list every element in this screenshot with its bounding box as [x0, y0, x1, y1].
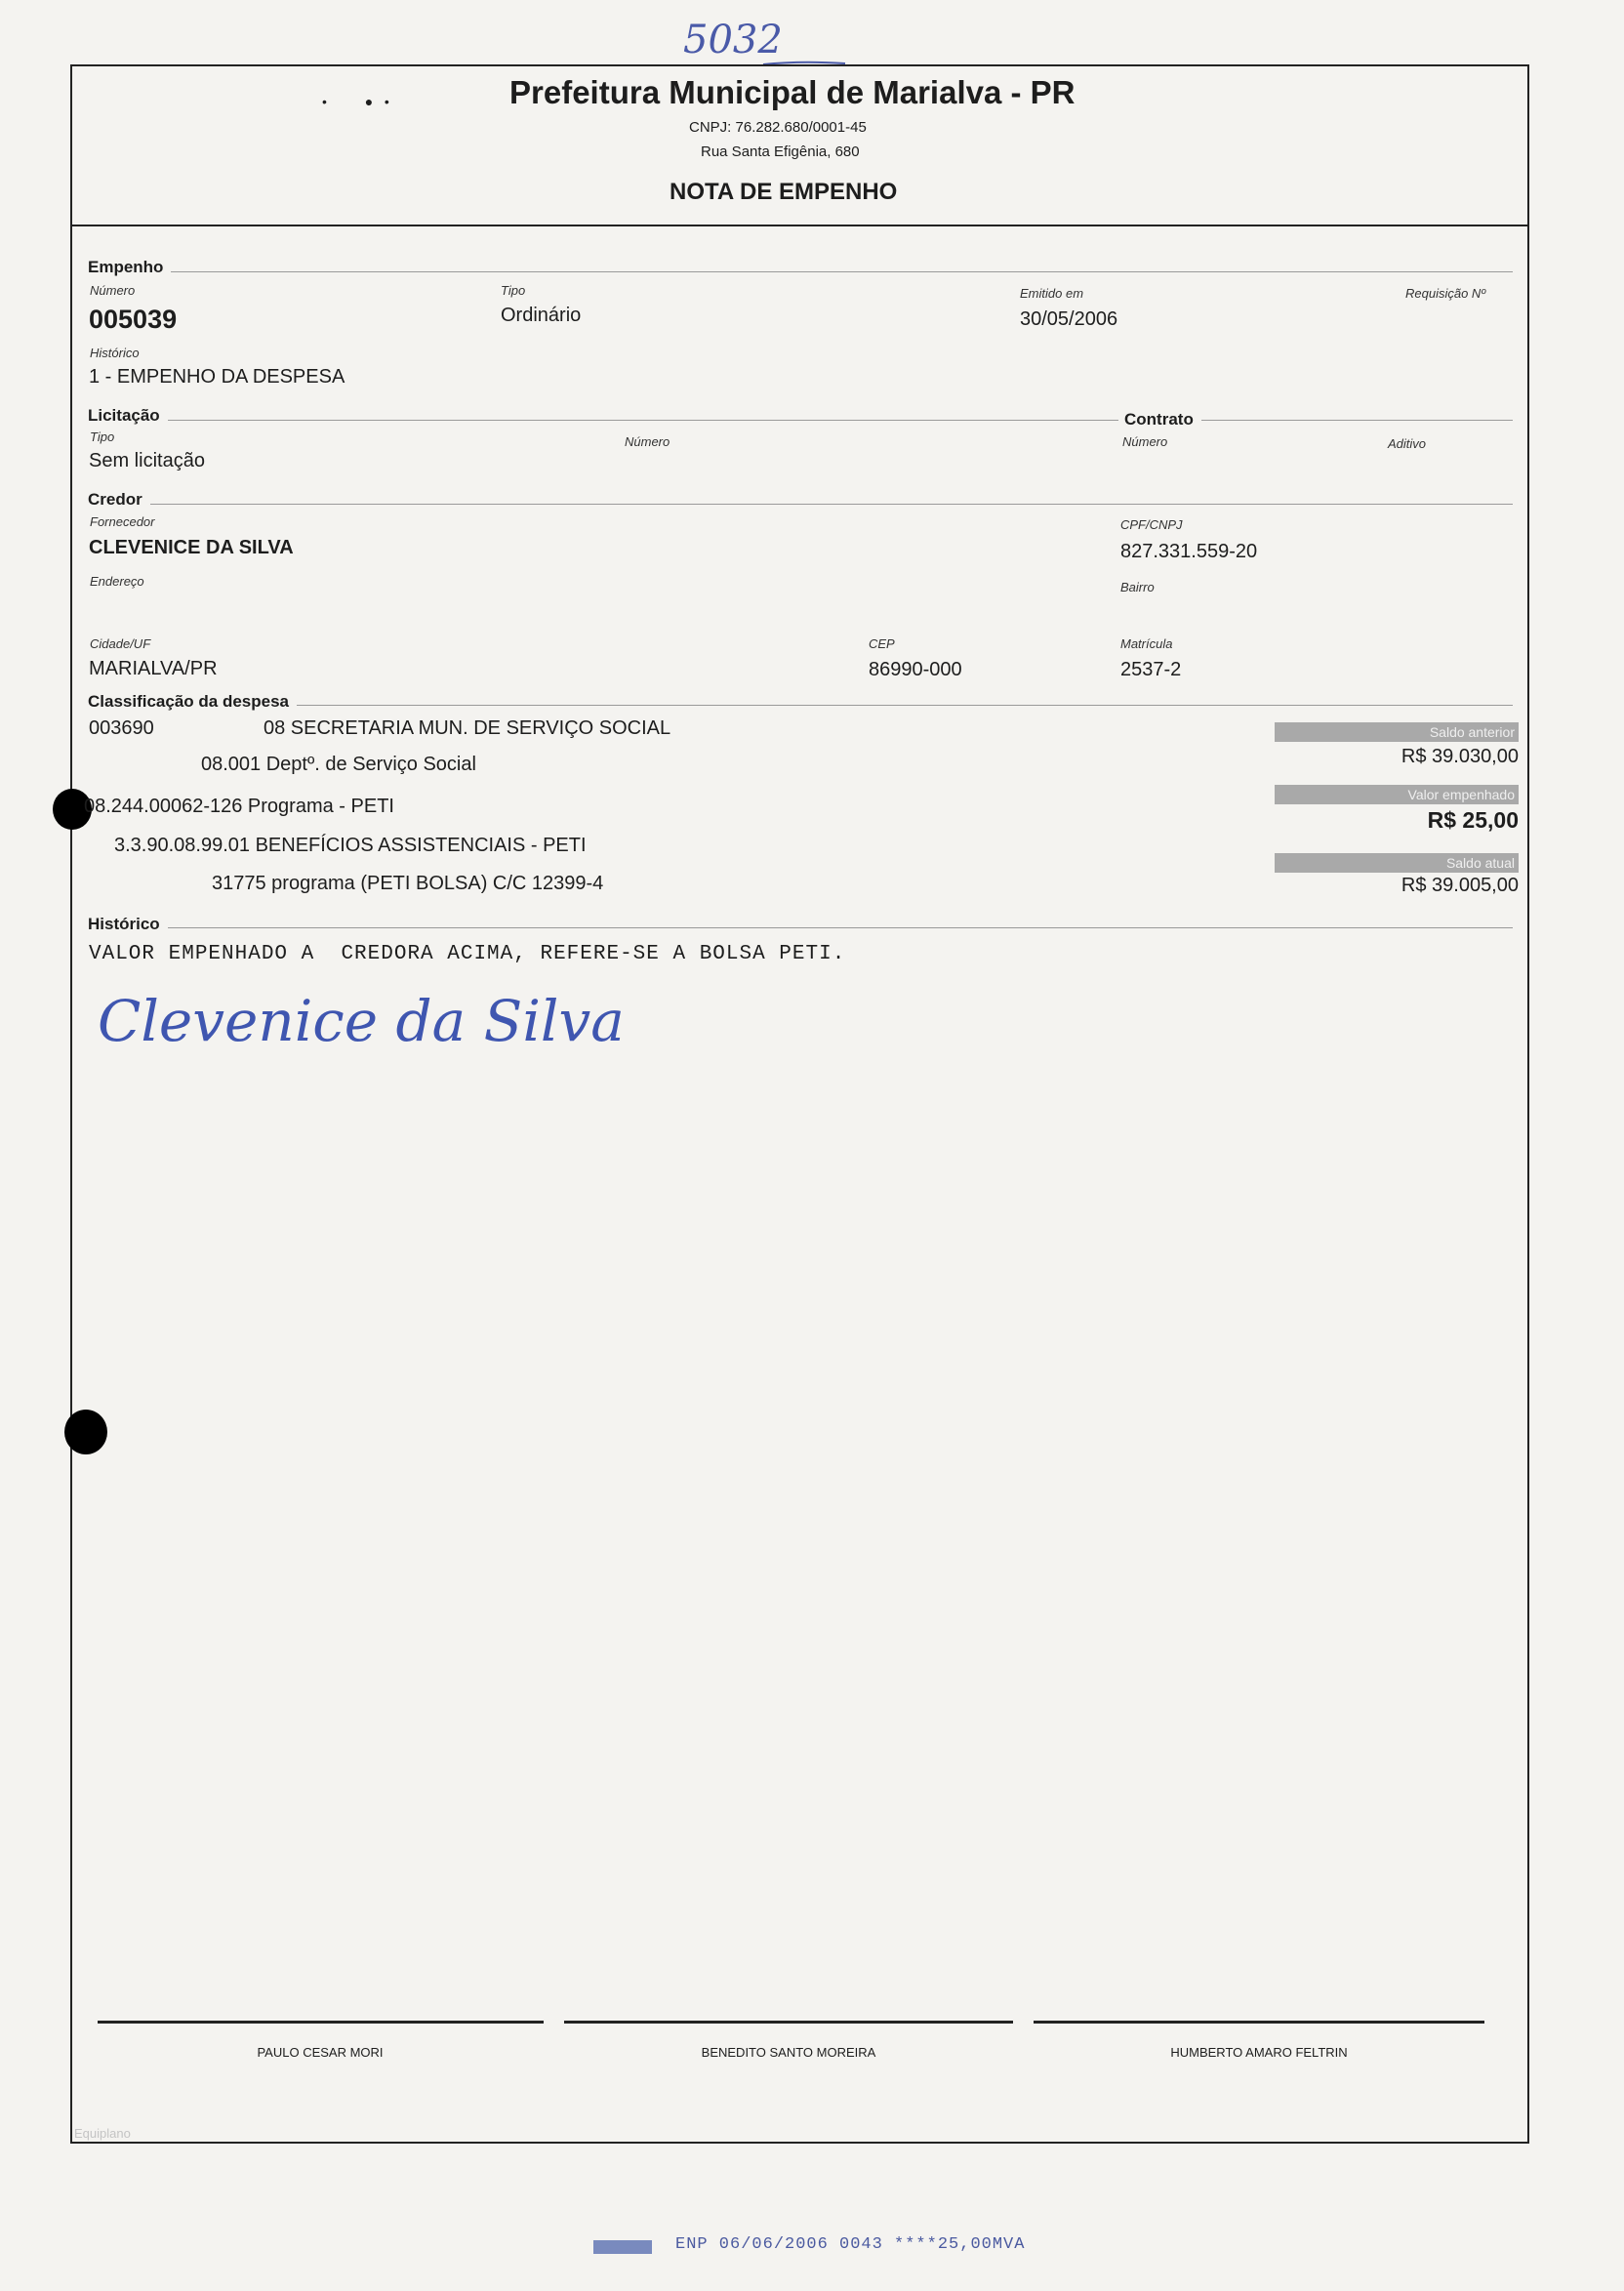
class-line3: 08.244.00062-126 Programa - PETI [84, 796, 394, 817]
fornecedor-value: CLEVENICE DA SILVA [89, 537, 294, 558]
divider [88, 927, 1513, 928]
signature-line [98, 2021, 544, 2024]
class-code: 003690 [89, 717, 154, 739]
signature-name: HUMBERTO AMARO FELTRIN [1170, 2045, 1348, 2060]
address-text: Rua Santa Efigênia, 680 [701, 143, 860, 160]
class-line1: 08 SECRETARIA MUN. DE SERVIÇO SOCIAL [264, 717, 671, 739]
historico-section: Histórico [88, 915, 168, 934]
contrato-section: Contrato [1118, 410, 1201, 430]
cpf-value: 827.331.559-20 [1120, 541, 1258, 562]
historico-label: Histórico [90, 346, 140, 360]
signature-name: BENEDITO SANTO MOREIRA [701, 2045, 876, 2060]
credor-section: Credor [88, 490, 150, 510]
licitacao-numero-label: Número [625, 434, 670, 449]
empenho-number: 005039 [89, 305, 178, 334]
historico-value: 1 - EMPENHO DA DESPESA [89, 366, 345, 388]
saldo-atual-value: R$ 39.005,00 [1401, 875, 1519, 896]
emitido-value: 30/05/2006 [1020, 308, 1118, 330]
licitacao-tipo-value: Sem licitação [89, 450, 205, 471]
contrato-numero-label: Número [1122, 434, 1168, 449]
emitido-label: Emitido em [1020, 286, 1084, 301]
stamp-logo [593, 2240, 652, 2254]
saldo-anterior-value: R$ 39.030,00 [1401, 746, 1519, 767]
signature-line [564, 2021, 1013, 2024]
handwritten-number: 5032 [683, 18, 783, 62]
class-line2: 08.001 Deptº. de Serviço Social [201, 754, 476, 775]
class-line5: 31775 programa (PETI BOLSA) C/C 12399-4 [212, 873, 604, 894]
handwritten-signature: Clevenice da Silva [98, 988, 625, 1054]
matricula-label: Matrícula [1120, 636, 1173, 651]
classificacao-section: Classificação da despesa [88, 692, 297, 712]
cpf-label: CPF/CNPJ [1120, 517, 1183, 532]
contrato-aditivo-label: Aditivo [1388, 436, 1427, 451]
cidade-label: Cidade/UF [90, 636, 151, 651]
stamp-text: ENP 06/06/2006 0043 ****25,00MVA [675, 2235, 1026, 2254]
saldo-atual-label: Saldo atual [1275, 853, 1519, 873]
licitacao-tipo-label: Tipo [90, 430, 115, 444]
tipo-value: Ordinário [501, 305, 582, 326]
saldo-anterior-label: Saldo anterior [1275, 722, 1519, 742]
tipo-label: Tipo [501, 283, 526, 298]
endereco-label: Endereço [90, 574, 144, 589]
cep-label: CEP [869, 636, 895, 651]
punch-hole [64, 1410, 107, 1454]
valor-empenhado-label: Valor empenhado [1275, 785, 1519, 804]
bairro-label: Bairro [1120, 580, 1155, 594]
cep-value: 86990-000 [869, 659, 962, 680]
licitacao-section: Licitação [88, 406, 168, 426]
doc-title: NOTA DE EMPENHO [670, 179, 898, 205]
fornecedor-label: Fornecedor [90, 514, 155, 529]
class-line4: 3.3.90.08.99.01 BENEFÍCIOS ASSISTENCIAIS - PETI [114, 835, 587, 856]
requisicao-label: Requisição Nº [1405, 286, 1486, 301]
valor-empenhado-value: R$ 25,00 [1427, 807, 1519, 833]
matricula-value: 2537-2 [1120, 659, 1182, 680]
signature-name: PAULO CESAR MORI [257, 2045, 384, 2060]
cidade-value: MARIALVA/PR [89, 658, 218, 679]
divider [88, 504, 1513, 505]
empenho-section: Empenho [88, 258, 171, 277]
divider [88, 420, 1513, 421]
scan-dots: • ● • [322, 94, 389, 109]
header-divider [70, 225, 1529, 226]
historico-text: VALOR EMPENHADO A CREDORA ACIMA, REFERE-SE A BOLSA PETI. [89, 943, 846, 965]
cnpj-text: CNPJ: 76.282.680/0001-45 [689, 119, 867, 136]
divider [88, 705, 1513, 706]
numero-label: Número [90, 283, 136, 298]
divider [88, 271, 1513, 272]
page-title: Prefeitura Municipal de Marialva - PR [509, 74, 1076, 110]
signature-line [1034, 2021, 1484, 2024]
footer-mark: Equiplano [74, 2126, 131, 2141]
